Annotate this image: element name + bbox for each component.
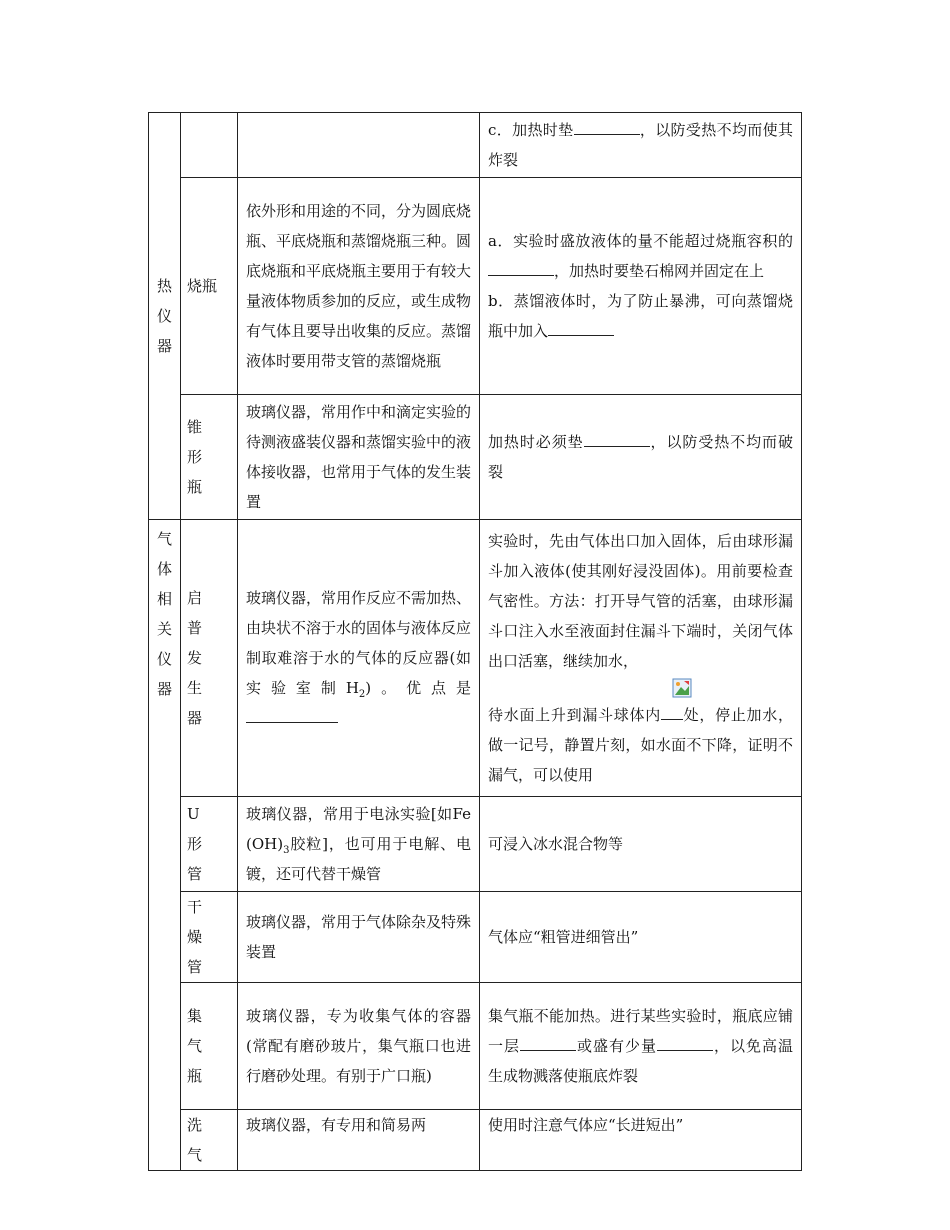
image-placeholder bbox=[488, 676, 793, 700]
use-cell: 加热时必须垫 ，以防受热不均而破裂 bbox=[480, 395, 802, 520]
use-cell: c．加热时垫 ，以防受热不均而使其炸裂 bbox=[480, 113, 802, 178]
name-cell: 干燥管 bbox=[181, 892, 238, 983]
name-cell: 洗气 bbox=[181, 1110, 238, 1171]
table-row bbox=[149, 395, 802, 520]
broken-image-icon bbox=[672, 678, 692, 698]
desc-cell: 玻璃仪器，常用于电泳实验[如$Fe(OH)_3$胶粒]，也可用于电解、电镀，还可代替干燥管 bbox=[238, 797, 480, 892]
table-row bbox=[149, 178, 802, 395]
desc-cell: 依外形和用途的不同，分为圆底烧瓶、平底烧瓶和蒸馏烧瓶三种。圆底烧瓶和平底烧瓶主要用于有较大量液体物质参加的反应，或生成物有气体且要导出收集的反应。蒸馏液体时要用带支管的蒸馏烧瓶 bbox=[238, 178, 480, 395]
name-cell: 锥形瓶 bbox=[181, 395, 238, 520]
table-row bbox=[149, 797, 802, 892]
fill-blank bbox=[661, 701, 683, 720]
desc-cell: 玻璃仪器，常用于气体除杂及特殊装置 bbox=[238, 892, 480, 983]
table-row bbox=[149, 892, 802, 983]
use-cell: 实验时，先由气体出口加入固体，后由球形漏斗加入液体(使其刚好浸没固体)。用前要检查气密性。方法：打开导气管的活塞，由球形漏斗口注入水至液面封住漏斗下端时，关闭气体出口活塞，继续加水， 待水面上升到漏斗球体内 处，停止加水，做一记号，静置片刻，如水面不下降，证明不漏气，可以使用 bbox=[480, 520, 802, 797]
name-cell: 烧瓶 bbox=[181, 178, 238, 395]
name-cell: U 形管 bbox=[181, 797, 238, 892]
fill-blank bbox=[488, 257, 554, 276]
fill-blank bbox=[574, 116, 640, 135]
desc-cell: 玻璃仪器，有专用和简易两 bbox=[238, 1110, 480, 1171]
table-row bbox=[149, 520, 802, 797]
fill-blank bbox=[584, 428, 650, 447]
use-cell: 集气瓶不能加热。进行某些实验时，瓶底应铺一层 或盛有少量 ，以免高温生成物溅落使瓶底炸裂 bbox=[480, 983, 802, 1110]
category-label: 热仪器 bbox=[156, 277, 172, 355]
table-row bbox=[149, 983, 802, 1110]
category-cell bbox=[149, 520, 181, 1171]
fill-blank bbox=[520, 1032, 576, 1051]
category-cell bbox=[149, 113, 181, 520]
fill-blank bbox=[548, 317, 614, 336]
name-cell: 启普发生器 bbox=[181, 520, 238, 797]
desc-cell: 玻璃仪器，常用作反应不需加热、由块状不溶于水的固体与液体反应制取难溶于水的气体的反应器(如实验室制$H_2$)。优点是 bbox=[238, 520, 480, 797]
desc-cell: 玻璃仪器，专为收集气体的容器(常配有磨砂玻片，集气瓶口也进行磨砂处理。有别于广口瓶) bbox=[238, 983, 480, 1110]
fill-blank bbox=[657, 1032, 713, 1051]
use-cell: 可浸入冰水混合物等 bbox=[480, 797, 802, 892]
table-row bbox=[149, 1110, 802, 1171]
use-cell: a．实验时盛放液体的量不能超过烧瓶容积的，加热时要垫石棉网并固定在上 b．蒸馏液体时，为了防止暴沸，可向蒸馏烧瓶中加入 bbox=[480, 178, 802, 395]
name-cell: 集气瓶 bbox=[181, 983, 238, 1110]
fill-blank bbox=[246, 704, 338, 723]
name-cell bbox=[181, 113, 238, 178]
instrument-table bbox=[148, 112, 802, 1171]
table-row bbox=[149, 113, 802, 178]
category-label: 气体相关仪器 bbox=[156, 530, 172, 698]
desc-cell bbox=[238, 113, 480, 178]
use-cell: 使用时注意气体应“长进短出” bbox=[480, 1110, 802, 1171]
desc-cell: 玻璃仪器，常用作中和滴定实验的待测液盛装仪器和蒸馏实验中的液体接收器，也常用于气体的发生装置 bbox=[238, 395, 480, 520]
use-cell: 气体应“粗管进细管出” bbox=[480, 892, 802, 983]
